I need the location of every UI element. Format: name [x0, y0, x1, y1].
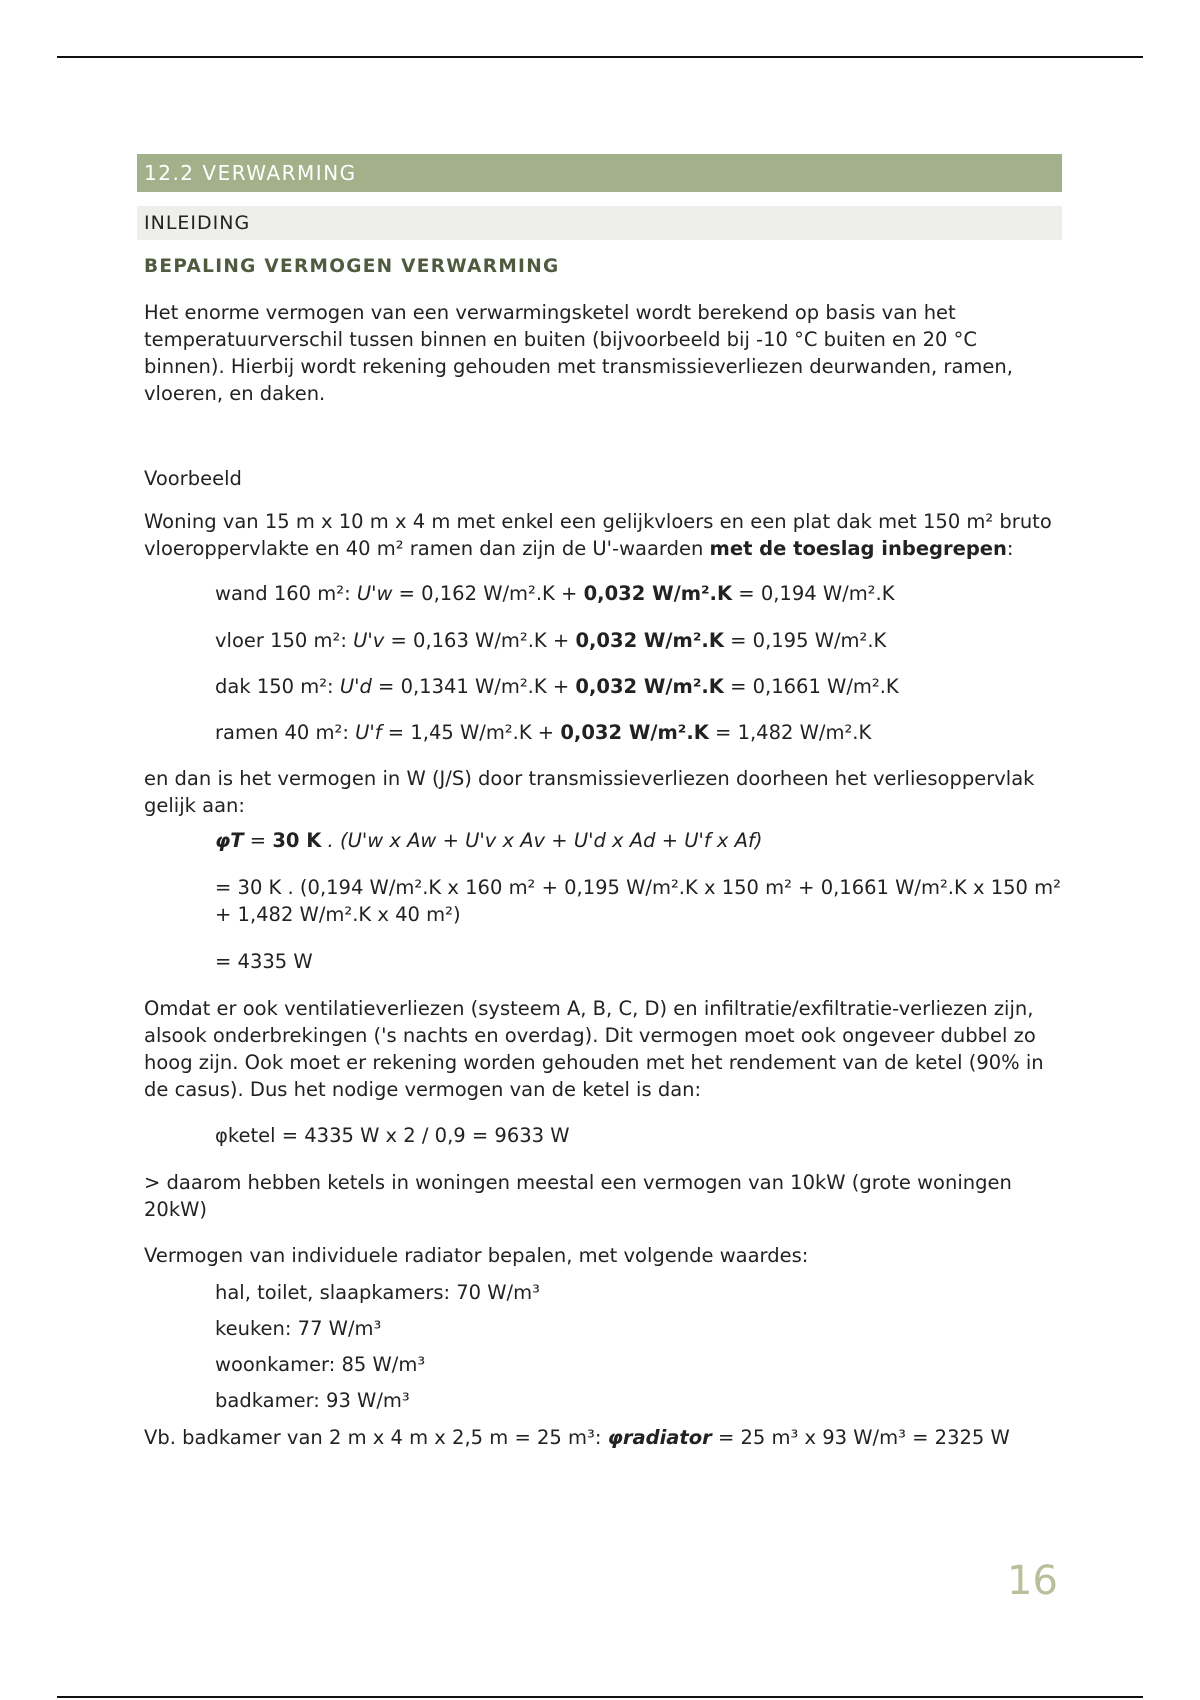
radiator-value-woonkamer: woonkamer: 85 W/m³	[215, 1353, 426, 1376]
phi-t-symbol: φT	[215, 829, 244, 852]
radiator-value-badkamer: badkamer: 93 W/m³	[215, 1389, 410, 1412]
example-colon: :	[1006, 537, 1014, 560]
radiator-value-keuken: keuken: 77 W/m³	[215, 1317, 382, 1340]
phi-radiator-symbol: φradiator	[607, 1426, 712, 1449]
example-paragraph	[144, 508, 1062, 562]
conclusion-paragraph: > daarom hebben ketels in woningen meestal een vermogen van 10kW (grote woningen 20kW)	[144, 1171, 1012, 1221]
u-value-wand: wand 160 m²: U'w = 0,162 W/m².K + 0,032 W/m².K = 0,194 W/m².K	[215, 582, 895, 605]
ventilation-paragraph: Omdat er ook ventilatieverliezen (systeem A, B, C, D) en infiltratie/exfiltratie-verliezen zijn, alsook onderbrekingen ('s nachts en overdag). Dit vermogen moet ook ongeveer dubbel zo hoog zijn. Ook moet er rekening worden gehouden met het rendement van de ketel (90% in de casus). Dus het nodige vermogen van de ketel is dan:	[144, 997, 1044, 1101]
boiler-formula: φketel = 4335 W x 2 / 0,9 = 9633 W	[215, 1124, 570, 1147]
bathroom-example: Vb. badkamer van 2 m x 4 m x 2,5 m = 25 m³: φradiator = 25 m³ x 93 W/m³ = 2325 W	[144, 1426, 1010, 1449]
u-value-ramen: ramen 40 m²: U'f = 1,45 W/m².K + 0,032 W/m².K = 1,482 W/m².K	[215, 721, 872, 744]
u-value-vloer: vloer 150 m²: U'v = 0,163 W/m².K + 0,032 W/m².K = 0,195 W/m².K	[215, 629, 887, 652]
radiator-intro: Vermogen van individuele radiator bepalen, met volgende waardes:	[144, 1244, 809, 1267]
header-rule	[57, 56, 1143, 58]
example-bold-text: met de toeslag inbegrepen	[709, 537, 1007, 560]
radiator-value-hal: hal, toilet, slaapkamers: 70 W/m³	[215, 1281, 540, 1304]
subsection-heading: BEPALING VERMOGEN VERWARMING	[144, 256, 560, 277]
example-label: Voorbeeld	[144, 467, 242, 490]
section-heading: INLEIDING	[137, 206, 1062, 240]
calculation-line: = 30 K . (0,194 W/m².K x 160 m² + 0,195 W/m².K x 150 m² + 0,1661 W/m².K x 150 m² + 1,482 W/m².K x 40 m²)	[215, 876, 1061, 926]
transmission-formula: φT = 30 K . (U'w x Aw + U'v x Av + U'd x Ad + U'f x Af)	[215, 829, 763, 852]
page-number: 16	[1007, 1558, 1058, 1604]
u-value-dak: dak 150 m²: U'd = 0,1341 W/m².K + 0,032 W/m².K = 0,1661 W/m².K	[215, 675, 899, 698]
example-text: Woning van 15 m x 10 m x 4 m met enkel een gelijkvloers en een plat dak met 150 m² bruto vloeroppervlakte en 40 m² ramen dan zijn de U'-waarden	[144, 510, 1052, 560]
calculation-result: = 4335 W	[215, 950, 313, 973]
intro-paragraph: Het enorme vermogen van een verwarmingsketel wordt berekend op basis van het temperatuurverschil tussen binnen en buiten (bijvoorbeeld bij -10 °C buiten en 20 °C binnen). Hierbij wordt rekening gehouden met transmissieverliezen deurwanden, ramen, vloeren, en daken.	[144, 301, 1013, 405]
footer-rule	[57, 1696, 1143, 1698]
page-content	[137, 154, 1062, 1451]
chapter-heading: 12.2 VERWARMING	[137, 154, 1062, 192]
power-paragraph: en dan is het vermogen in W (J/S) door transmissieverliezen doorheen het verliesoppervlak gelijk aan:	[144, 767, 1035, 817]
delta-t-value: 30 K	[272, 829, 322, 852]
